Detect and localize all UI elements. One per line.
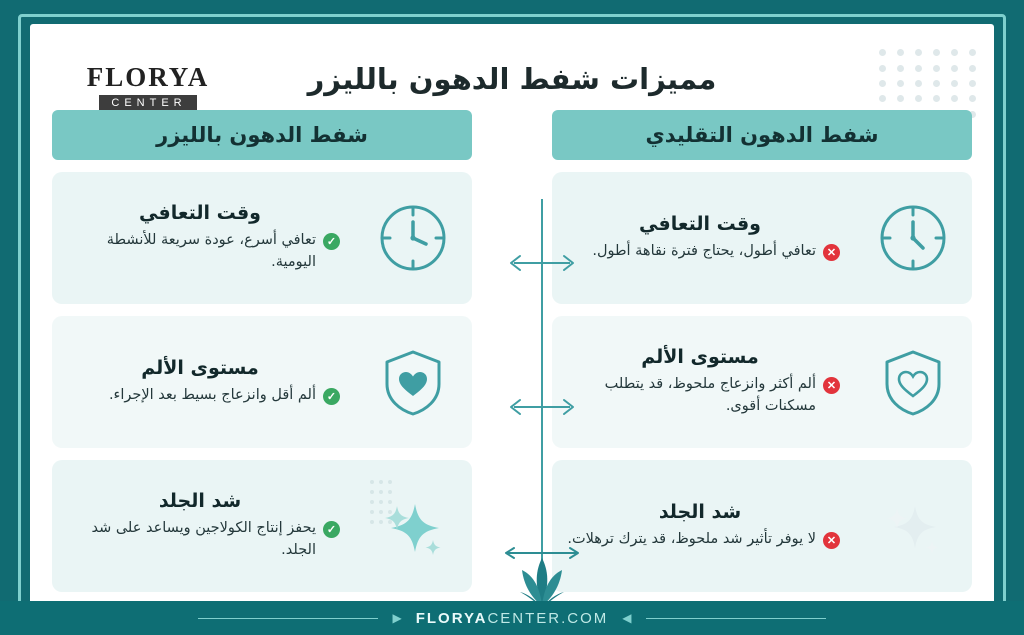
sparkle-icon <box>354 460 472 592</box>
row-description: ألم أقل وانزعاج بسيط بعد الإجراء. <box>108 387 316 404</box>
clock-icon <box>354 172 472 304</box>
row-title: وقت التعافي <box>139 202 261 225</box>
row-laser-pain <box>52 316 472 448</box>
check-icon: ✓ <box>323 233 340 250</box>
sparkle-icon <box>854 460 972 592</box>
row-laser-recovery <box>52 172 472 304</box>
row-title: مستوى الألم <box>641 346 759 369</box>
brand-logo-subtitle: CENTER <box>99 95 196 111</box>
clock-icon <box>854 172 972 304</box>
column-header-laser: شفط الدهون بالليزر <box>52 110 472 160</box>
footer-line-right <box>198 618 378 619</box>
footer-domain-bold: FLORYA <box>415 609 488 627</box>
cross-icon: ✕ <box>823 244 840 261</box>
cross-icon: ✕ <box>823 532 840 549</box>
footer-domain-light: CENTER.COM <box>487 609 609 627</box>
compare-arrow-row2 <box>508 396 576 418</box>
triangle-right-icon: ▶ <box>392 611 402 625</box>
row-title: مستوى الألم <box>141 357 259 380</box>
row-title: وقت التعافي <box>639 213 761 236</box>
sparkle-dot-decoration <box>368 478 394 526</box>
triangle-left-icon: ◀ <box>622 611 632 625</box>
row-traditional-pain <box>552 316 972 448</box>
row-description: لا يوفر تأثير شد ملحوظ، قد يترك ترهلات. <box>567 531 816 548</box>
row-description: يحفز إنتاج الكولاجين ويساعد على شد الجلد. <box>91 520 316 558</box>
row-traditional-skin-tightening <box>552 460 972 592</box>
page-title: مميزات شفط الدهون بالليزر <box>307 62 717 96</box>
shield-heart-icon <box>354 316 472 448</box>
cross-icon: ✕ <box>823 377 840 394</box>
row-title: شد الجلد <box>658 501 742 524</box>
column-header-traditional: شفط الدهون التقليدي <box>552 110 972 160</box>
row-description: ألم أكثر وانزعاج ملحوظ، قد يتطلب مسكنات أقوى. <box>604 376 816 414</box>
check-icon: ✓ <box>323 388 340 405</box>
check-icon: ✓ <box>323 521 340 538</box>
row-traditional-recovery <box>552 172 972 304</box>
footer-bar <box>0 601 1024 635</box>
row-description: تعافي أطول، يحتاج فترة نقاهة أطول. <box>592 243 816 260</box>
footer-domain <box>416 610 609 627</box>
row-description: تعافي أسرع، عودة سريعة للأنشطة اليومية. <box>106 232 316 270</box>
row-laser-skin-tightening <box>52 460 472 592</box>
compare-arrow-row1 <box>508 252 576 274</box>
brand-logo-word: FLORYA <box>86 62 210 92</box>
footer-line-left <box>646 618 826 619</box>
row-title: شد الجلد <box>158 490 242 513</box>
infographic-card <box>30 24 994 611</box>
shield-heart-icon <box>854 316 972 448</box>
